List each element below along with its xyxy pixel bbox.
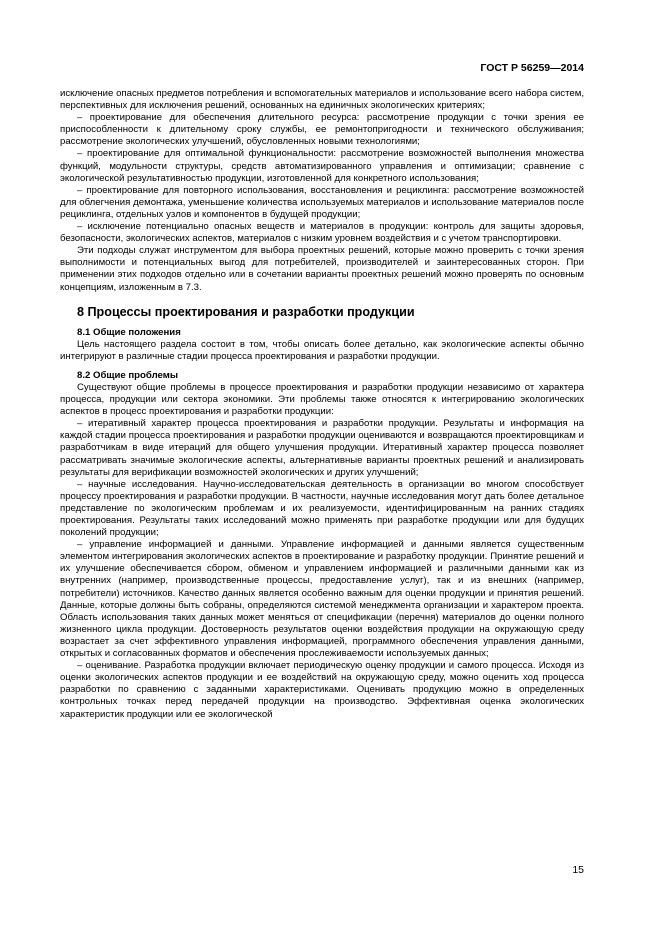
section-8-title: 8 Процессы проектирования и разработки продукции <box>77 304 415 319</box>
paragraph: – проектирование для обеспечения длительного ресурса: рассмотрение продукции с точки зрения ее приспособленности к длительному сроку службы, ее ремонтопригодности и технического обслуживания; рассмотрение экологических улучшений, обусловленных новыми технологиями; <box>60 112 584 148</box>
page-number: 15 <box>572 864 584 876</box>
paragraph: – проектирование для повторного использования, восстановления и рециклинга: рассмотрение возможностей для облегчения демонтажа, уменьшение количества используемых материалов и использование материалов после рециклинга, отдельных узлов и компонентов в будущей продукции; <box>60 184 584 220</box>
paragraph: исключение опасных предметов потребления и вспомогательных материалов и использование всего набора систем, перспективных для исключения решений, основанных на единичных экологических критериях; <box>60 88 584 112</box>
subsection-8-2-title: 8.2 Общие проблемы <box>77 369 179 381</box>
paragraph: – исключение потенциально опасных веществ и материалов в продукции: контроль для защиты здоровья, безопасности, экологических аспектов, материалов с низким уровнем воздействия и с учетом транспортировки. <box>60 221 584 245</box>
paragraph: – оценивание. Разработка продукции включает периодическую оценку продукции и самого процесса. Исходя из оценки экологических аспектов продукции и ее воздействий на окружающую среду, можно оценить ход процесса разработки по сравнению с заданными характеристиками. Оценивать продукцию можно в определенных контрольных точках перед передачей продукции на производство. Эффективная оценка экологических характеристик продукции или ее экологической <box>60 660 584 720</box>
document-body <box>60 88 584 721</box>
paragraph: – проектирование для оптимальной функциональности: рассмотрение возможностей выполнения множества функций, модульности структуры, средств автоматизированного управления и оптимизации; сравнение с экологической результативностью продукции, изготовленной для конкретного использования; <box>60 148 584 184</box>
paragraph: – итеративный характер процесса проектирования и разработки продукции. Результаты и информация на каждой стадии процесса проектирования и разработки продукции оцениваются и возвращаются проектировщикам и разработчикам в виде итераций для общего улучшения продукции. Итеративный характер процесса позволяет рассматривать значимые экологические аспекты, альтернативные варианты проектных решений и анализировать результаты для верификации возможностей экологических и других улучшений; <box>60 418 584 478</box>
subsection-8-1-title: 8.1 Общие положения <box>77 326 181 338</box>
paragraph: – управление информацией и данными. Управление информацией и данными является существенным элементом интегрирования экологических аспектов в проектирование и разработку продукции. Принятие решений и их улучшение обеспечивается сбором, обменом и управлением информацией и различными данными как из внутренних (например, производственные процессы, предоставление услуг), так и из внешних (например, потребители) источников. Качество данных является особенно важным для оценки продукции и принятия решений. Данные, которые должны быть собраны, определяются системой менеджмента организации и характером проекта. Область использования таких данных может меняться от спецификации (перечня) материалов до оценки полного жизненного цикла продукции. Достоверность результатов оценки воздействия продукции на окружающую среду возрастает за счет эффективного управления информацией, программного обеспечения управления данными, открытых и согласованных форматов и обеспечения прослеживаемости используемых данных; <box>60 539 584 660</box>
paragraph: – научные исследования. Научно-исследовательская деятельность в организации во многом способствует процессу проектирования и разработки продукции. В частности, научные исследования могут дать более детальное представление по экологическим проблемам и их реализуемости, идентифицированным на ранних стадиях проектирования. Результаты таких исследований можно применять при разработке продукции или для будущих поколений продукции; <box>60 478 584 539</box>
standard-header: ГОСТ Р 56259—2014 <box>480 62 584 74</box>
paragraph: Цель настоящего раздела состоит в том, чтобы описать более детально, как экологические аспекты обычно интегрируют в различные стадии процесса проектирования и разработки продукции. <box>60 338 584 362</box>
paragraph: Существуют общие проблемы в процессе проектирования и разработки продукции независимо от характера процесса, продукции или сектора экономики. Эти проблемы также относятся к интегрированию экологических аспектов в процесс проектирования и разработки продукции: <box>60 381 584 418</box>
paragraph: Эти подходы служат инструментом для выбора проектных решений, которые можно проверить с точки зрения выполнимости и потенциальных выгод для потребителей, производителей и заинтересованных сторон. При применении этих подходов отдельно или в сочетании варианты проектных решений можно проверять по основным концепциям, изложенным в 7.3. <box>60 245 584 293</box>
